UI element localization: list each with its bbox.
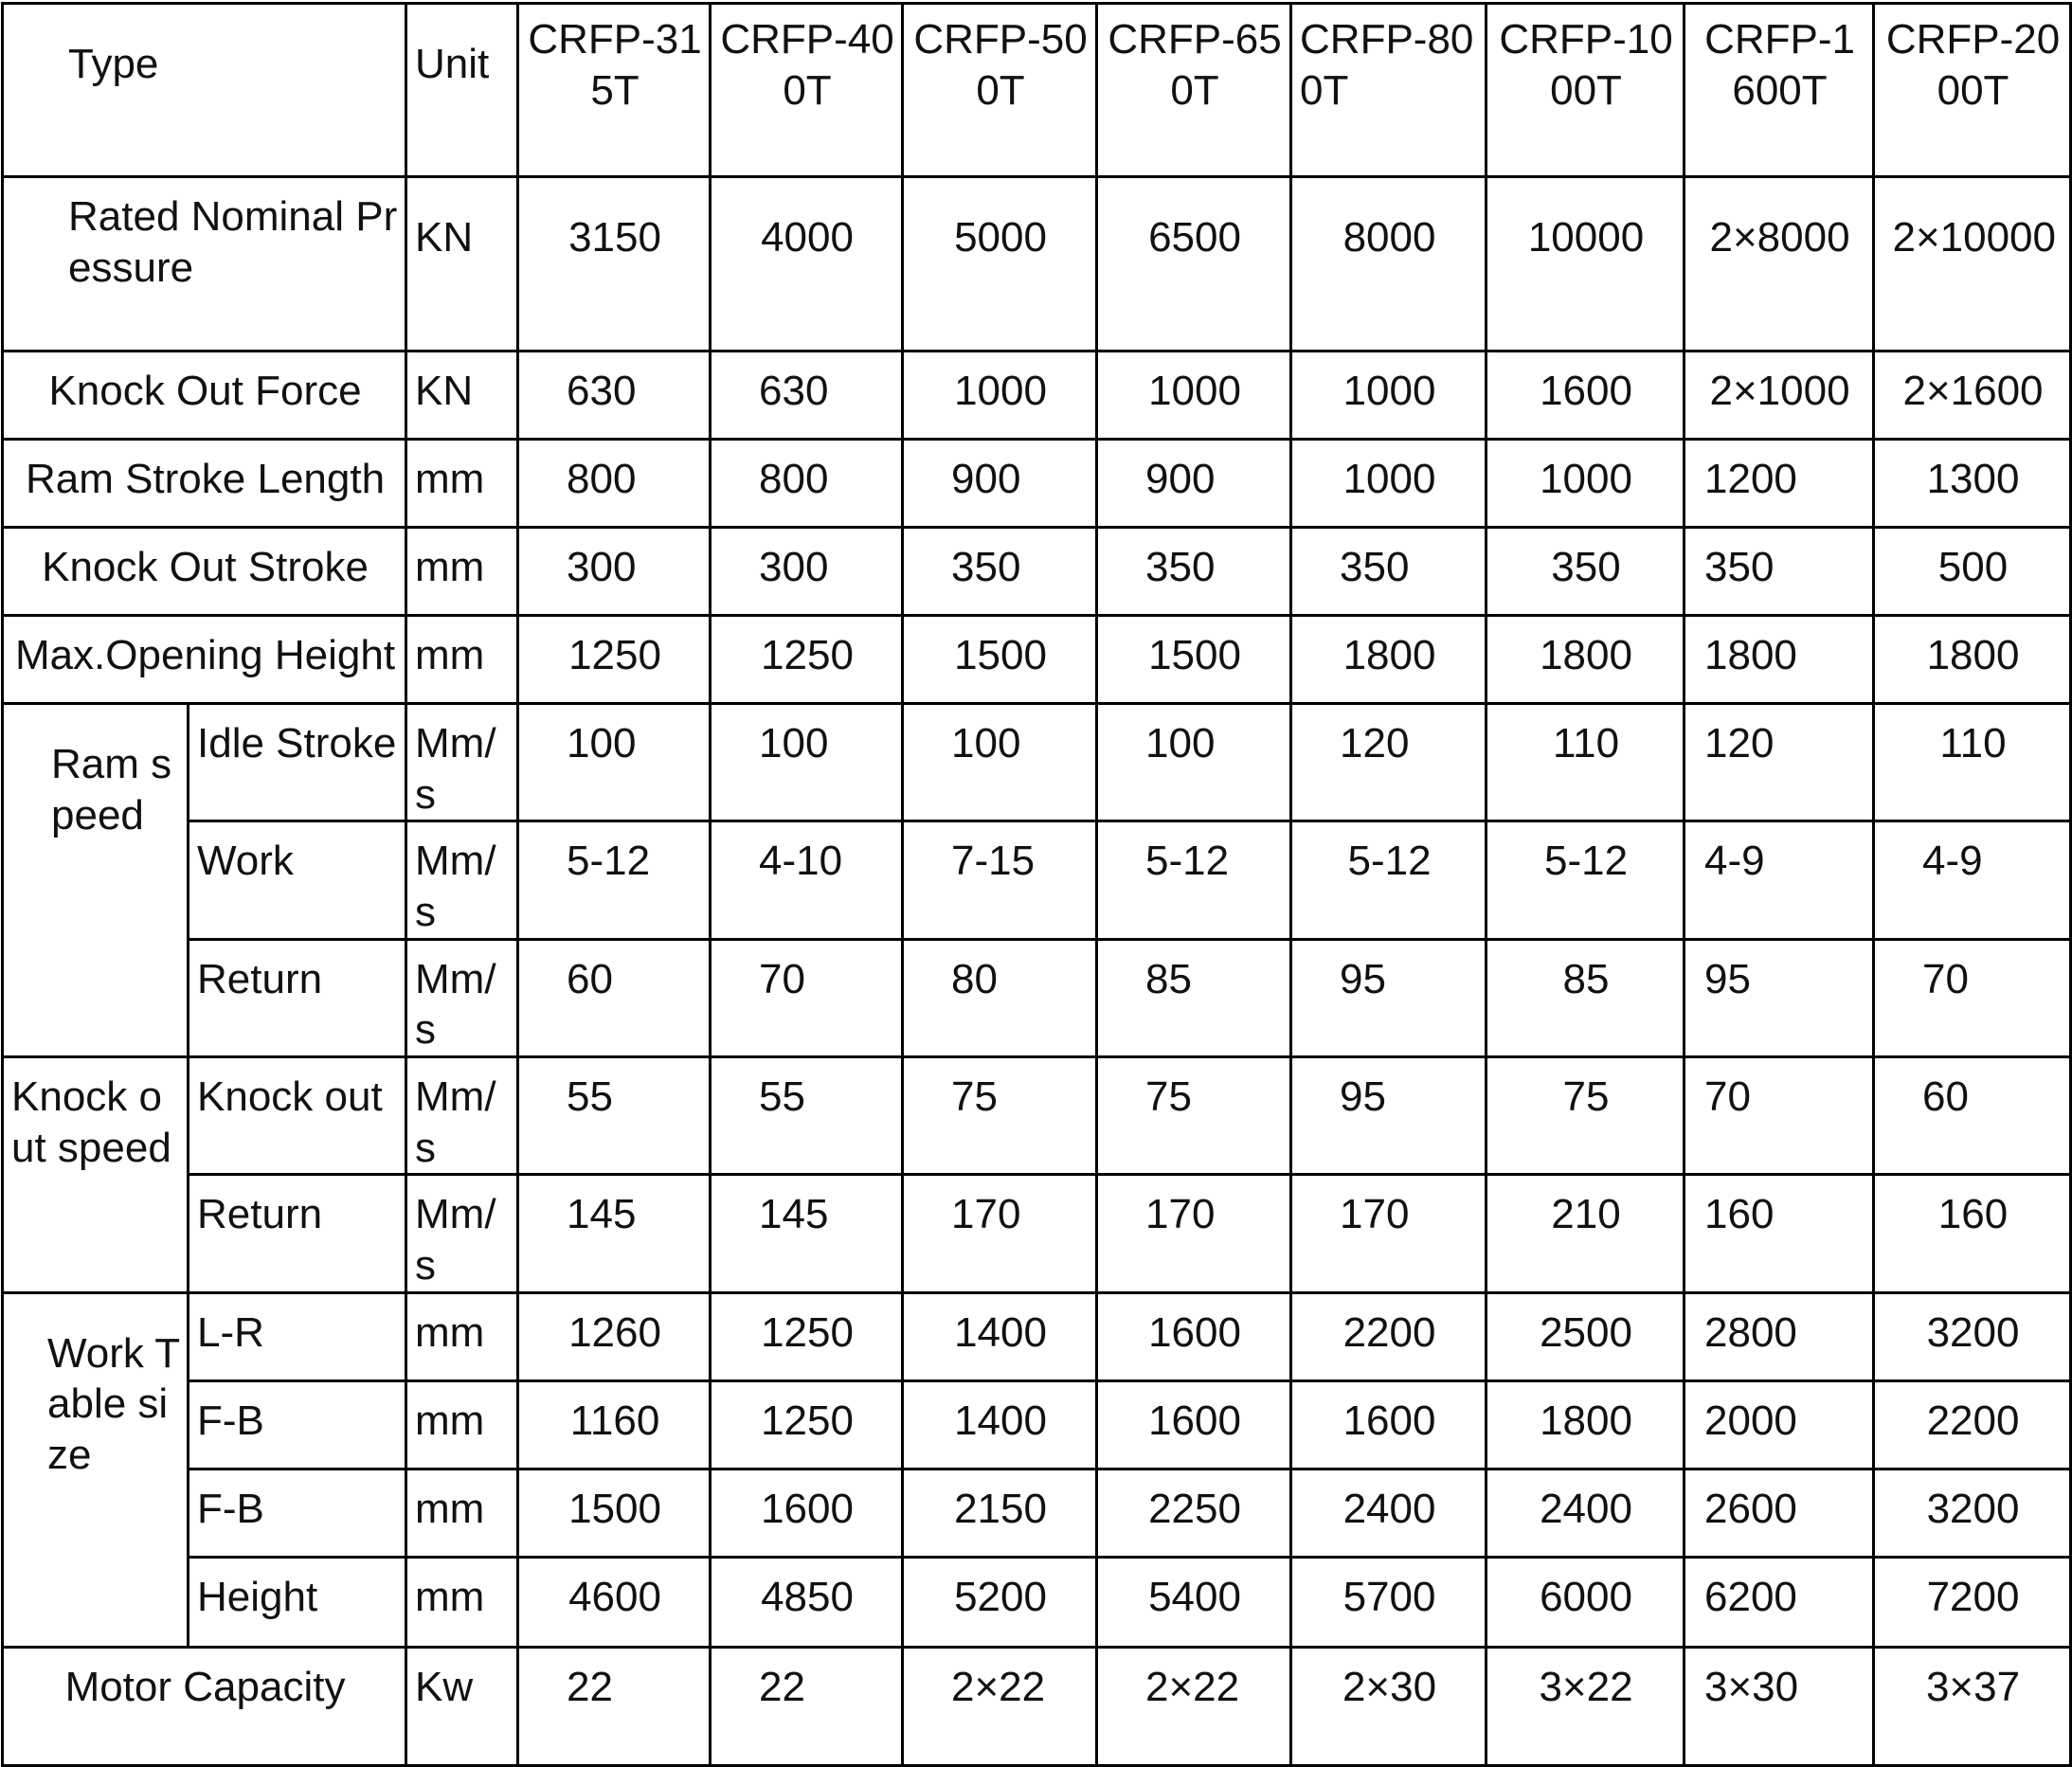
value-cell: 5-12 (1291, 821, 1486, 939)
group-label-ram-speed: Ram speed (3, 704, 189, 1057)
value-cell: 6500 (1097, 177, 1291, 352)
row-label: Return (189, 939, 406, 1056)
value-cell: 2400 (1486, 1469, 1685, 1557)
value-cell: 1400 (903, 1292, 1097, 1380)
unit-cell: Mm/s (406, 1175, 518, 1292)
unit-cell: Mm/s (406, 1057, 518, 1175)
value-cell: 2000 (1685, 1380, 1874, 1469)
value-cell: 2×22 (1097, 1647, 1291, 1765)
unit-cell: mm (406, 440, 518, 528)
value-cell: 170 (1291, 1175, 1486, 1292)
value-cell: 900 (1097, 440, 1291, 528)
value-cell: 3×37 (1874, 1647, 2071, 1765)
value-cell: 75 (903, 1057, 1097, 1175)
value-cell: 1800 (1291, 616, 1486, 704)
row-label: Work (189, 821, 406, 939)
value-cell: 4850 (711, 1557, 903, 1647)
value-cell: 70 (1685, 1057, 1874, 1175)
value-cell: 80 (903, 939, 1097, 1056)
model-header: CRFP-315T (518, 4, 711, 177)
value-cell: 70 (1874, 939, 2071, 1056)
unit-cell: mm (406, 1380, 518, 1469)
value-cell: 2200 (1874, 1380, 2071, 1469)
unit-header: Unit (406, 4, 518, 177)
row-label: Max.Opening Height (3, 616, 406, 704)
row-label: Knock Out Force (3, 352, 406, 440)
value-cell: 1600 (711, 1469, 903, 1557)
table-row-max-opening-height (3, 616, 2071, 704)
row-label: Rated Nominal Pressure (3, 177, 406, 352)
value-cell: 22 (518, 1647, 711, 1765)
row-label: F-B (189, 1469, 406, 1557)
value-cell: 1000 (1486, 440, 1685, 528)
value-cell: 7-15 (903, 821, 1097, 939)
unit-cell: mm (406, 1469, 518, 1557)
group-label-work-table: Work Table size (3, 1292, 189, 1647)
table-row-motor-capacity (3, 1647, 2071, 1765)
value-cell: 100 (1097, 704, 1291, 821)
value-cell: 4-9 (1685, 821, 1874, 939)
value-cell: 60 (1874, 1057, 2071, 1175)
value-cell: 95 (1291, 939, 1486, 1056)
model-header: CRFP-650T (1097, 4, 1291, 177)
value-cell: 95 (1291, 1057, 1486, 1175)
value-cell: 1600 (1291, 1380, 1486, 1469)
value-cell: 2800 (1685, 1292, 1874, 1380)
row-label: Motor Capacity (3, 1647, 406, 1765)
value-cell: 3×22 (1486, 1647, 1685, 1765)
value-cell: 1800 (1486, 1380, 1685, 1469)
unit-cell: Kw (406, 1647, 518, 1765)
value-cell: 630 (711, 352, 903, 440)
table-row-knock-out-stroke (3, 528, 2071, 616)
table-row-ram-return (3, 939, 2071, 1056)
value-cell: 800 (518, 440, 711, 528)
value-cell: 3×30 (1685, 1647, 1874, 1765)
unit-cell: Mm/s (406, 704, 518, 821)
value-cell: 5200 (903, 1557, 1097, 1647)
value-cell: 6200 (1685, 1557, 1874, 1647)
table-row-work-table-height (3, 1557, 2071, 1647)
value-cell: 1800 (1874, 616, 2071, 704)
value-cell: 145 (518, 1175, 711, 1292)
value-cell: 85 (1097, 939, 1291, 1056)
unit-cell: Mm/s (406, 821, 518, 939)
row-label: Height (189, 1557, 406, 1647)
value-cell: 1800 (1685, 616, 1874, 704)
value-cell: 350 (903, 528, 1097, 616)
value-cell: 5-12 (518, 821, 711, 939)
spec-table (1, 2, 2072, 1767)
value-cell: 110 (1486, 704, 1685, 821)
value-cell: 4000 (711, 177, 903, 352)
value-cell: 100 (518, 704, 711, 821)
value-cell: 75 (1486, 1057, 1685, 1175)
row-label: F-B (189, 1380, 406, 1469)
table-row-work-table-fb (3, 1380, 2071, 1469)
value-cell: 6000 (1486, 1557, 1685, 1647)
value-cell: 100 (711, 704, 903, 821)
value-cell: 1500 (518, 1469, 711, 1557)
value-cell: 4-9 (1874, 821, 2071, 939)
value-cell: 170 (903, 1175, 1097, 1292)
value-cell: 300 (711, 528, 903, 616)
row-label: Ram Stroke Length (3, 440, 406, 528)
value-cell: 160 (1685, 1175, 1874, 1292)
value-cell: 2500 (1486, 1292, 1685, 1380)
table-row-ram-stroke-length (3, 440, 2071, 528)
value-cell: 70 (711, 939, 903, 1056)
row-label: Knock Out Stroke (3, 528, 406, 616)
value-cell: 1600 (1097, 1292, 1291, 1380)
value-cell: 900 (903, 440, 1097, 528)
value-cell: 1500 (903, 616, 1097, 704)
value-cell: 7200 (1874, 1557, 2071, 1647)
row-label: Knock out (189, 1057, 406, 1175)
value-cell: 1000 (1291, 352, 1486, 440)
value-cell: 350 (1291, 528, 1486, 616)
value-cell: 1250 (711, 1380, 903, 1469)
model-header: CRFP-1000T (1486, 4, 1685, 177)
value-cell: 210 (1486, 1175, 1685, 1292)
value-cell: 110 (1874, 704, 2071, 821)
row-label: L-R (189, 1292, 406, 1380)
table-row-rated-pressure (3, 177, 2071, 352)
value-cell: 2150 (903, 1469, 1097, 1557)
model-header: CRFP-2000T (1874, 4, 2071, 177)
value-cell: 2600 (1685, 1469, 1874, 1557)
value-cell: 85 (1486, 939, 1685, 1056)
value-cell: 1250 (711, 1292, 903, 1380)
group-label-knock-out-speed: Knock out speed (3, 1057, 189, 1293)
table-row-ko-return (3, 1175, 2071, 1292)
table-row-work-table-lr (3, 1292, 2071, 1380)
row-label: Idle Stroke (189, 704, 406, 821)
value-cell: 3200 (1874, 1292, 2071, 1380)
value-cell: 1200 (1685, 440, 1874, 528)
value-cell: 2×1600 (1874, 352, 2071, 440)
value-cell: 145 (711, 1175, 903, 1292)
value-cell: 1160 (518, 1380, 711, 1469)
value-cell: 2400 (1291, 1469, 1486, 1557)
value-cell: 8000 (1291, 177, 1486, 352)
value-cell: 2×30 (1291, 1647, 1486, 1765)
model-header: CRFP-500T (903, 4, 1097, 177)
value-cell: 5000 (903, 177, 1097, 352)
value-cell: 55 (711, 1057, 903, 1175)
unit-cell: KN (406, 177, 518, 352)
value-cell: 800 (711, 440, 903, 528)
value-cell: 2250 (1097, 1469, 1291, 1557)
value-cell: 1600 (1097, 1380, 1291, 1469)
model-header: CRFP-800T (1291, 4, 1486, 177)
value-cell: 100 (903, 704, 1097, 821)
value-cell: 55 (518, 1057, 711, 1175)
value-cell: 1800 (1486, 616, 1685, 704)
value-cell: 5-12 (1486, 821, 1685, 939)
row-label: Return (189, 1175, 406, 1292)
model-header: CRFP-1600T (1685, 4, 1874, 177)
value-cell: 2×10000 (1874, 177, 2071, 352)
value-cell: 1600 (1486, 352, 1685, 440)
value-cell: 2×1000 (1685, 352, 1874, 440)
value-cell: 1250 (518, 616, 711, 704)
unit-cell: mm (406, 1292, 518, 1380)
value-cell: 1000 (1097, 352, 1291, 440)
value-cell: 350 (1097, 528, 1291, 616)
value-cell: 4600 (518, 1557, 711, 1647)
value-cell: 630 (518, 352, 711, 440)
model-header: CRFP-400T (711, 4, 903, 177)
value-cell: 5700 (1291, 1557, 1486, 1647)
unit-cell: KN (406, 352, 518, 440)
value-cell: 1000 (903, 352, 1097, 440)
value-cell: 60 (518, 939, 711, 1056)
value-cell: 4-10 (711, 821, 903, 939)
unit-cell: mm (406, 528, 518, 616)
table-row-work-table-fb (3, 1469, 2071, 1557)
value-cell: 160 (1874, 1175, 2071, 1292)
unit-cell: mm (406, 616, 518, 704)
value-cell: 3200 (1874, 1469, 2071, 1557)
value-cell: 1300 (1874, 440, 2071, 528)
value-cell: 10000 (1486, 177, 1685, 352)
table-row-ram-idle (3, 704, 2071, 821)
value-cell: 22 (711, 1647, 903, 1765)
value-cell: 170 (1097, 1175, 1291, 1292)
value-cell: 95 (1685, 939, 1874, 1056)
value-cell: 300 (518, 528, 711, 616)
value-cell: 2200 (1291, 1292, 1486, 1380)
header-row (3, 4, 2071, 177)
value-cell: 500 (1874, 528, 2071, 616)
value-cell: 5-12 (1097, 821, 1291, 939)
value-cell: 2×8000 (1685, 177, 1874, 352)
value-cell: 1260 (518, 1292, 711, 1380)
value-cell: 1400 (903, 1380, 1097, 1469)
value-cell: 75 (1097, 1057, 1291, 1175)
table-row-ram-work (3, 821, 2071, 939)
value-cell: 2×22 (903, 1647, 1097, 1765)
unit-cell: mm (406, 1557, 518, 1647)
value-cell: 120 (1685, 704, 1874, 821)
value-cell: 350 (1486, 528, 1685, 616)
value-cell: 120 (1291, 704, 1486, 821)
value-cell: 1250 (711, 616, 903, 704)
value-cell: 1000 (1291, 440, 1486, 528)
type-header: Type (3, 4, 406, 177)
table-row-knock-out-force (3, 352, 2071, 440)
value-cell: 1500 (1097, 616, 1291, 704)
value-cell: 3150 (518, 177, 711, 352)
value-cell: 350 (1685, 528, 1874, 616)
unit-cell: Mm/s (406, 939, 518, 1056)
value-cell: 5400 (1097, 1557, 1291, 1647)
table-row-ko-speed (3, 1057, 2071, 1175)
